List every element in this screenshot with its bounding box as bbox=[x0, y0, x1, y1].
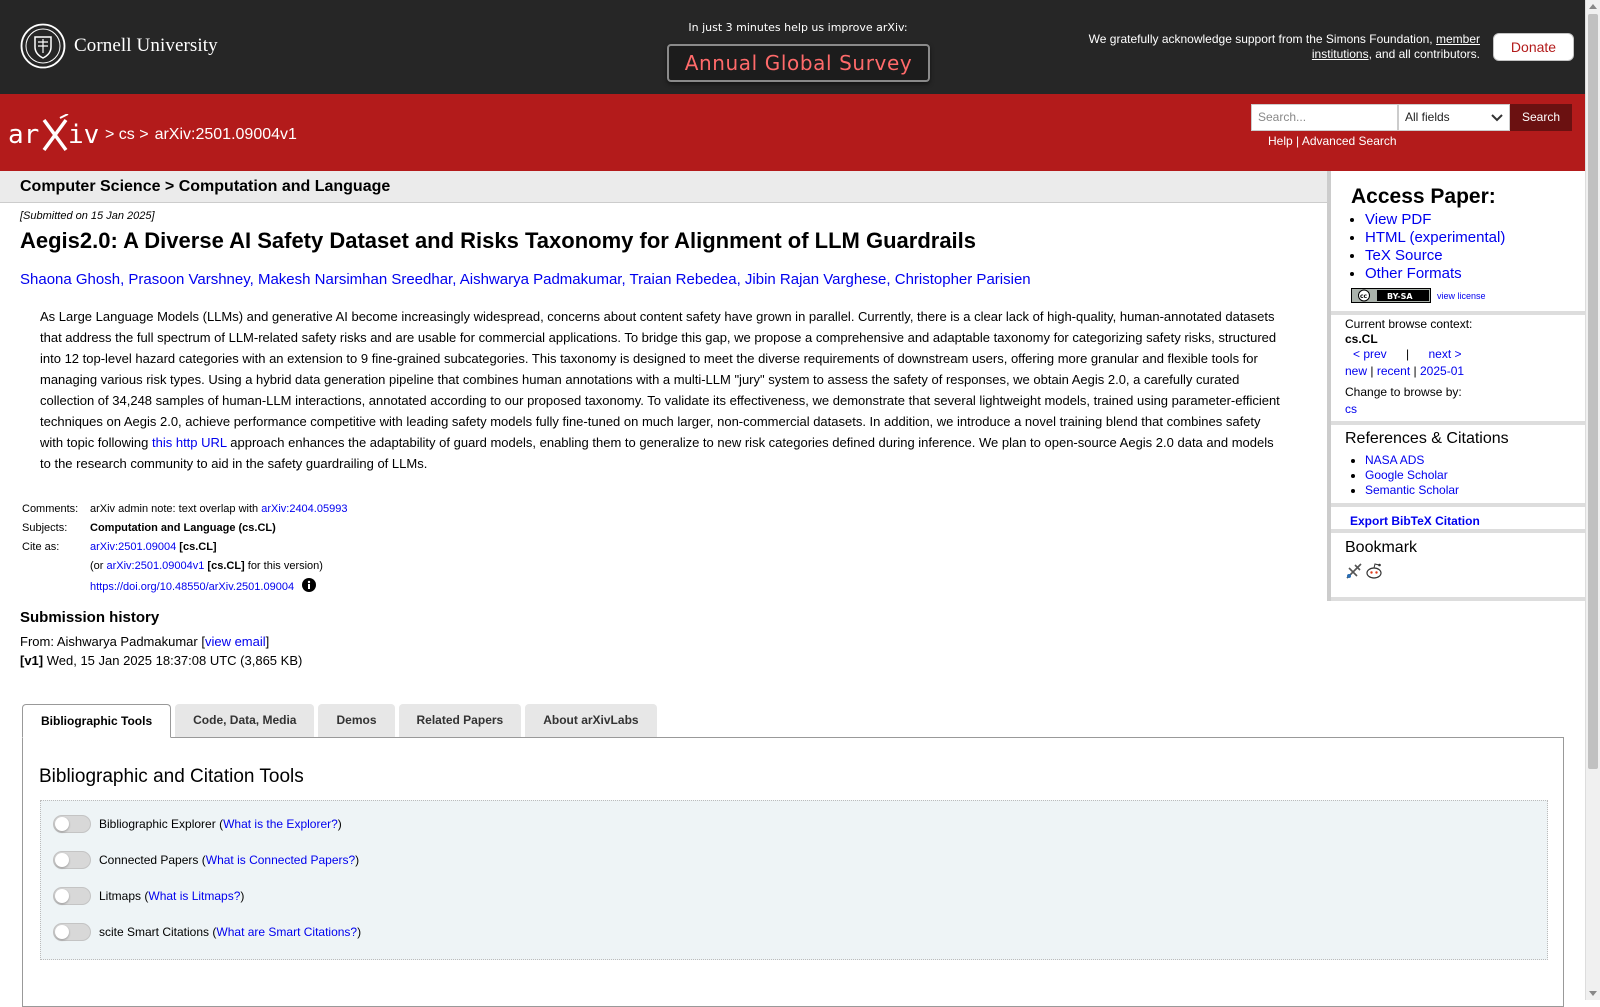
browse-cs-link[interactable]: cs bbox=[1345, 402, 1357, 416]
search-links bbox=[1268, 134, 1397, 148]
author-link[interactable]: Traian Rebedea bbox=[629, 271, 737, 288]
tab-demos[interactable]: Demos bbox=[318, 704, 394, 737]
sidebar bbox=[1327, 171, 1585, 601]
paper-title: Aegis2.0: A Diverse AI Safety Dataset and Risks Taxonomy for Alignment of LLM Guardrails bbox=[20, 228, 977, 253]
doi-value bbox=[88, 576, 349, 597]
tool-help-link[interactable]: What is the Explorer? bbox=[223, 817, 338, 831]
search-field-value: All fields bbox=[1405, 110, 1450, 124]
connected-papers-toggle[interactable] bbox=[53, 851, 91, 869]
tools-panel-title: Bibliographic and Citation Tools bbox=[39, 766, 304, 787]
category-bar bbox=[0, 171, 1327, 203]
view-pdf-item bbox=[1365, 211, 1505, 229]
tab-panel bbox=[22, 737, 1564, 1007]
support-text-2: , and all contributors. bbox=[1368, 47, 1480, 61]
references-block bbox=[1331, 425, 1589, 507]
v1-text: Wed, 15 Jan 2025 18:37:08 UTC (3,865 KB) bbox=[43, 653, 303, 668]
view-license-link[interactable]: view license bbox=[1437, 290, 1486, 301]
overlap-paper-link[interactable]: arXiv:2404.05993 bbox=[261, 503, 348, 515]
bibtex-block bbox=[1331, 507, 1589, 533]
browse-context-label: Current browse context: bbox=[1345, 317, 1473, 331]
search-field-select[interactable] bbox=[1398, 104, 1510, 131]
subjects-row bbox=[20, 519, 349, 538]
license-badge bbox=[1351, 288, 1486, 303]
member-institutions-link[interactable]: member institutions bbox=[1311, 32, 1480, 61]
subjects-label: Subjects: bbox=[22, 522, 68, 534]
cc-badge-text: BY-SA bbox=[1387, 292, 1413, 301]
version-suffix: for this version) bbox=[244, 560, 323, 572]
cornell-name: Cornell University bbox=[74, 35, 218, 56]
scroll-up-arrow-icon[interactable] bbox=[1589, 4, 1597, 9]
scite-toggle[interactable] bbox=[53, 923, 91, 941]
tool-row-scite: scite Smart Citations ( What are Smart Citations? ) bbox=[53, 923, 361, 941]
chevron-down-icon bbox=[1491, 114, 1503, 122]
html-item bbox=[1365, 229, 1505, 247]
tool-name: Bibliographic Explorer bbox=[99, 817, 216, 831]
tool-name: scite Smart Citations bbox=[99, 925, 210, 939]
from-prefix: From: Aishwarya Padmakumar [ bbox=[20, 634, 205, 649]
submitted-date: [Submitted on 15 Jan 2025] bbox=[20, 210, 155, 222]
version-value bbox=[88, 557, 349, 576]
tool-name: Litmaps bbox=[99, 889, 142, 903]
nasa-ads-item bbox=[1365, 453, 1459, 468]
support-text bbox=[1060, 32, 1480, 62]
google-scholar-item bbox=[1365, 468, 1459, 483]
cornell-seal-icon bbox=[20, 23, 66, 69]
explorer-toggle[interactable] bbox=[53, 815, 91, 833]
tool-row-connected-papers: Connected Papers ( What is Connected Papers? ) bbox=[53, 851, 359, 869]
tex-source-link[interactable]: TeX Source bbox=[1365, 247, 1443, 264]
cite-link[interactable]: arXiv:2501.09004 bbox=[90, 541, 177, 553]
browse-context-block bbox=[1331, 311, 1589, 425]
version-link[interactable]: arXiv:2501.09004v1 bbox=[106, 560, 205, 572]
recent-link[interactable]: recent bbox=[1376, 364, 1411, 378]
version-row bbox=[20, 557, 349, 576]
cornell-logo[interactable] bbox=[20, 23, 218, 69]
page-scrollbar[interactable] bbox=[1585, 0, 1600, 1000]
litmaps-toggle[interactable] bbox=[53, 887, 91, 905]
doi-row bbox=[20, 576, 349, 597]
semantic-scholar-link[interactable]: Semantic Scholar bbox=[1365, 483, 1460, 497]
version-prefix: (or bbox=[90, 560, 107, 572]
new-link[interactable]: new bbox=[1345, 364, 1368, 378]
search-input[interactable]: Search... bbox=[1251, 104, 1398, 131]
author-link[interactable]: Jibin Rajan Varghese bbox=[744, 271, 887, 288]
bookmark-block bbox=[1331, 533, 1589, 601]
scroll-thumb[interactable] bbox=[1588, 14, 1598, 769]
tool-help-link[interactable]: What are Smart Citations? bbox=[216, 925, 358, 939]
arxiv-header bbox=[0, 94, 1585, 171]
tex-item bbox=[1365, 247, 1505, 265]
top-banner bbox=[0, 0, 1585, 94]
html-experimental-link[interactable]: HTML (experimental) bbox=[1365, 229, 1506, 246]
next-link[interactable]: next > bbox=[1428, 347, 1462, 361]
svg-text:cc: cc bbox=[1360, 293, 1368, 300]
reddit-icon[interactable] bbox=[1365, 562, 1383, 580]
nasa-ads-link[interactable]: NASA ADS bbox=[1365, 453, 1425, 467]
separator: | bbox=[1370, 364, 1374, 378]
breadcrumb-paper-id: arXiv:2501.09004v1 bbox=[154, 126, 297, 143]
scroll-down-arrow-icon[interactable] bbox=[1589, 991, 1597, 996]
help-link[interactable]: Help bbox=[1268, 134, 1293, 148]
author-link[interactable]: Makesh Narsimhan Sreedhar bbox=[257, 271, 453, 288]
cc-by-sa-badge-icon[interactable] bbox=[1351, 288, 1431, 303]
submission-history-title: Submission history bbox=[20, 609, 160, 626]
tools-box bbox=[40, 800, 1548, 960]
abstract-url-link[interactable]: this http URL bbox=[152, 435, 227, 450]
bookmark-title: Bookmark bbox=[1345, 539, 1418, 556]
separator: | bbox=[1296, 134, 1300, 148]
tab-bibliographic-tools[interactable]: Bibliographic Tools bbox=[22, 704, 171, 738]
comments-row bbox=[20, 500, 349, 519]
author-link[interactable]: Shaona Ghosh bbox=[20, 271, 121, 288]
author-link[interactable]: Christopher Parisien bbox=[894, 271, 1031, 288]
author-link[interactable]: Aishwarya Padmakumar bbox=[459, 271, 622, 288]
prev-link[interactable]: < prev bbox=[1353, 347, 1387, 361]
tool-row-explorer: Bibliographic Explorer ( What is the Explorer? ) bbox=[53, 815, 342, 833]
month-link[interactable]: 2025-01 bbox=[1420, 364, 1465, 378]
abstract-text-1: As Large Language Models (LLMs) and generative AI become increasingly widespread, concerns about content safety have grown in parallel. Currently, there is a clear lack of high-quality, human-annotated datasets that address the full spectrum of LLM-related safety risks and are usable for commercial applications. To bridge this gap, we propose a comprehensive and adaptable taxonomy for categorizing safety risks, structured into 12 top-level hazard categories with an extension to 9 fine-grained subcategories. This taxonomy is designed to meet the diverse requirements of downstream users, offering more granular and flexible tools for managing various risk types. Using a hybrid data generation pipeline that combines human annotations with a multi-LLM "jury" system to assess the safety of responses, we obtain Aegis 2.0, a carefully curated collection of 34,248 samples of human-LLM interactions, annotated according to our proposed taxonomy. To validate its effectiveness, we demonstrate that several lightweight models, trained using parameter-efficient techniques on Aegis 2.0, achieve performance competitive with leading safety models fully fine-tuned on much larger, non-commercial datasets. In addition, we introduce a novel training blend that combines safety with topic following bbox=[40, 309, 1280, 450]
bibsonomy-icon[interactable] bbox=[1345, 562, 1363, 580]
subjects-value: Computation and Language (cs.CL) bbox=[90, 522, 276, 534]
v1-label[interactable]: [v1] bbox=[20, 653, 44, 668]
cite-category: [cs.CL] bbox=[179, 541, 217, 553]
donate-button[interactable]: Donate bbox=[1493, 33, 1574, 61]
category-heading: Computer Science > Computation and Language bbox=[20, 178, 391, 195]
other-formats-link[interactable]: Other Formats bbox=[1365, 265, 1462, 282]
metadata-table bbox=[20, 500, 349, 597]
cite-row bbox=[20, 538, 349, 557]
breadcrumb bbox=[105, 126, 303, 144]
breadcrumb-cs[interactable]: > cs > bbox=[105, 126, 149, 143]
browse-links bbox=[1345, 364, 1464, 378]
view-email-link[interactable]: view email bbox=[204, 634, 266, 649]
submission-from bbox=[20, 634, 269, 649]
google-scholar-link[interactable]: Google Scholar bbox=[1365, 468, 1448, 482]
abstract-text-2: approach enhances the adaptability of guard models, enabling them to generalize to new risk categories defined during inference. We plan to open-source Aegis 2.0 data and models to the research community to aid in the safety guardrailing of LLMs. bbox=[40, 435, 1274, 471]
separator: | bbox=[1413, 364, 1417, 378]
change-browse-label: Change to browse by: bbox=[1345, 385, 1462, 399]
export-bibtex-link[interactable]: Export BibTeX Citation bbox=[1350, 514, 1480, 528]
tool-help-link[interactable]: What is Connected Papers? bbox=[205, 853, 356, 867]
labs-tabs bbox=[22, 704, 661, 738]
references-list bbox=[1331, 453, 1459, 498]
separator: | bbox=[1406, 347, 1410, 361]
view-pdf-link[interactable]: View PDF bbox=[1365, 211, 1432, 228]
cite-label: Cite as: bbox=[22, 541, 60, 553]
survey-button[interactable]: Annual Global Survey bbox=[667, 44, 930, 82]
access-links bbox=[1331, 211, 1505, 283]
version-category: [cs.CL] bbox=[207, 560, 245, 572]
comments-label: Comments: bbox=[22, 503, 79, 515]
other-formats-item bbox=[1365, 265, 1505, 283]
from-suffix: ] bbox=[265, 634, 270, 649]
tab-related-papers[interactable]: Related Papers bbox=[399, 704, 522, 737]
semantic-scholar-item bbox=[1365, 483, 1459, 498]
submission-v1 bbox=[20, 653, 302, 668]
tool-name: Connected Papers bbox=[99, 853, 199, 867]
tab-code-data-media[interactable]: Code, Data, Media bbox=[175, 704, 314, 737]
support-text-1: We gratefully acknowledge support from the Simons Foundation, bbox=[1088, 32, 1433, 46]
comments-text: arXiv admin note: text overlap with bbox=[90, 503, 262, 515]
search-button[interactable]: Search bbox=[1510, 104, 1572, 131]
advanced-search-link[interactable]: Advanced Search bbox=[1301, 134, 1397, 148]
prev-next-nav bbox=[1353, 347, 1462, 361]
tool-row-litmaps: Litmaps ( What is Litmaps? ) bbox=[53, 887, 244, 905]
survey-prompt: In just 3 minutes help us improve arXiv: bbox=[688, 21, 908, 34]
author-link[interactable]: Prasoon Varshney bbox=[128, 271, 250, 288]
cite-value bbox=[88, 538, 349, 557]
svg-text:ar: ar bbox=[8, 120, 40, 150]
tool-help-link[interactable]: What is Litmaps? bbox=[148, 889, 241, 903]
tab-about-arxivlabs[interactable]: About arXivLabs bbox=[525, 704, 656, 737]
info-icon[interactable] bbox=[302, 578, 316, 592]
abstract bbox=[40, 306, 1280, 474]
author-list: Shaona Ghosh, Prasoon Varshney, Makesh Narsimhan Sreedhar, Aishwarya Padmakumar, Traian Rebedea, Jibin Rajan Varghese, Christopher Parisien bbox=[20, 271, 1031, 288]
references-title: References & Citations bbox=[1345, 430, 1509, 447]
doi-link[interactable]: https://doi.org/10.48550/arXiv.2501.09004 bbox=[90, 581, 295, 593]
comments-value bbox=[88, 500, 349, 519]
browse-context-value: cs.CL bbox=[1345, 332, 1378, 346]
svg-text:iv: iv bbox=[68, 120, 100, 150]
arxiv-logo-icon[interactable] bbox=[8, 114, 102, 154]
access-paper-title: Access Paper: bbox=[1351, 185, 1496, 208]
bookmark-icons bbox=[1345, 562, 1385, 580]
